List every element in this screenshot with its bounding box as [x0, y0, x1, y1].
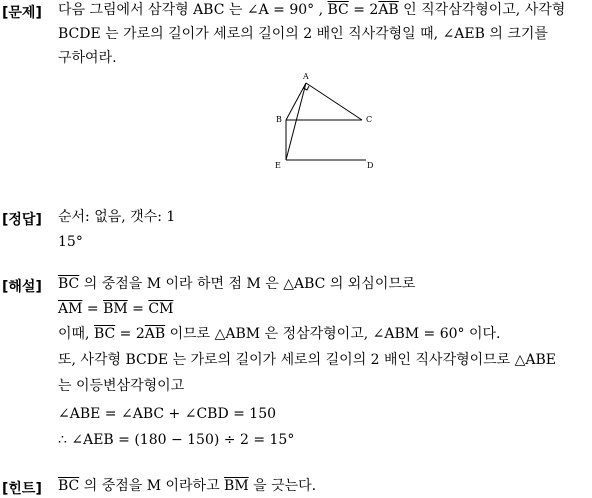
solution-label: [해설] — [2, 279, 42, 295]
problem-line-1: 다음 그림에서 삼각형 ABC 는 ∠A = 90° , $\overline{BC} = 2\overline{AB}$ 인 직각삼각형이고, 사각형 — [58, 2, 566, 18]
answer-label: [정답] — [2, 212, 42, 228]
hint-label: [힌트] — [2, 481, 42, 497]
answer-line-1: 순서: 없음, 갯수: 1 — [58, 209, 176, 225]
hint-line: $\overline{BC}$ 의 중점을 M 이라하고 $\overline{BM}$ 을 긋는다. — [58, 478, 317, 494]
edge-ac — [306, 83, 362, 120]
problem-label: [문제] — [2, 5, 42, 21]
segment-bc: $\overline{BC}$ — [327, 2, 349, 18]
answer-line-2: 15° — [58, 234, 83, 250]
problem-line-3: 구하여라. — [58, 50, 117, 66]
segment-ab: $\overline{AB}$ — [378, 2, 399, 18]
edge-ae — [286, 83, 306, 160]
solution-line-3: 이때, $\overline{BC} = 2\overline{AB}$ 이므로 △ABM 은 정삼각형이고, ∠ABM = 60° 이다. — [58, 326, 501, 342]
label-b: B — [276, 115, 282, 124]
label-a: A — [303, 72, 309, 81]
problem-line-2: BCDE 는 가로의 길이가 세로의 길이의 2 배인 직사각형일 때, ∠AEB 의 크기를 — [58, 26, 548, 42]
solution-line-4: 또, 사각형 BCDE 는 가로의 길이가 세로의 길이의 2 배인 직사각형이므로 △ABE — [58, 352, 557, 368]
label-c: C — [366, 115, 373, 124]
solution-line-7: ∴ ∠AEB = (180 − 150) ÷ 2 = 15° — [58, 432, 295, 448]
solution-line-5: 는 이등변삼각형이고 — [58, 378, 185, 394]
solution-line-6: ∠ABE = ∠ABC + ∠CBD = 150 — [58, 406, 277, 422]
label-d: D — [367, 161, 374, 170]
solution-line-2: $\overline{AM} = \overline{BM} = \overline{CM}$ — [58, 301, 174, 317]
label-e: E — [275, 161, 281, 170]
solution-line-1: $\overline{BC}$ 의 중점을 M 이라 하면 점 M 은 △ABC 의 외심이므로 — [58, 276, 416, 292]
geometry-figure — [270, 70, 380, 174]
